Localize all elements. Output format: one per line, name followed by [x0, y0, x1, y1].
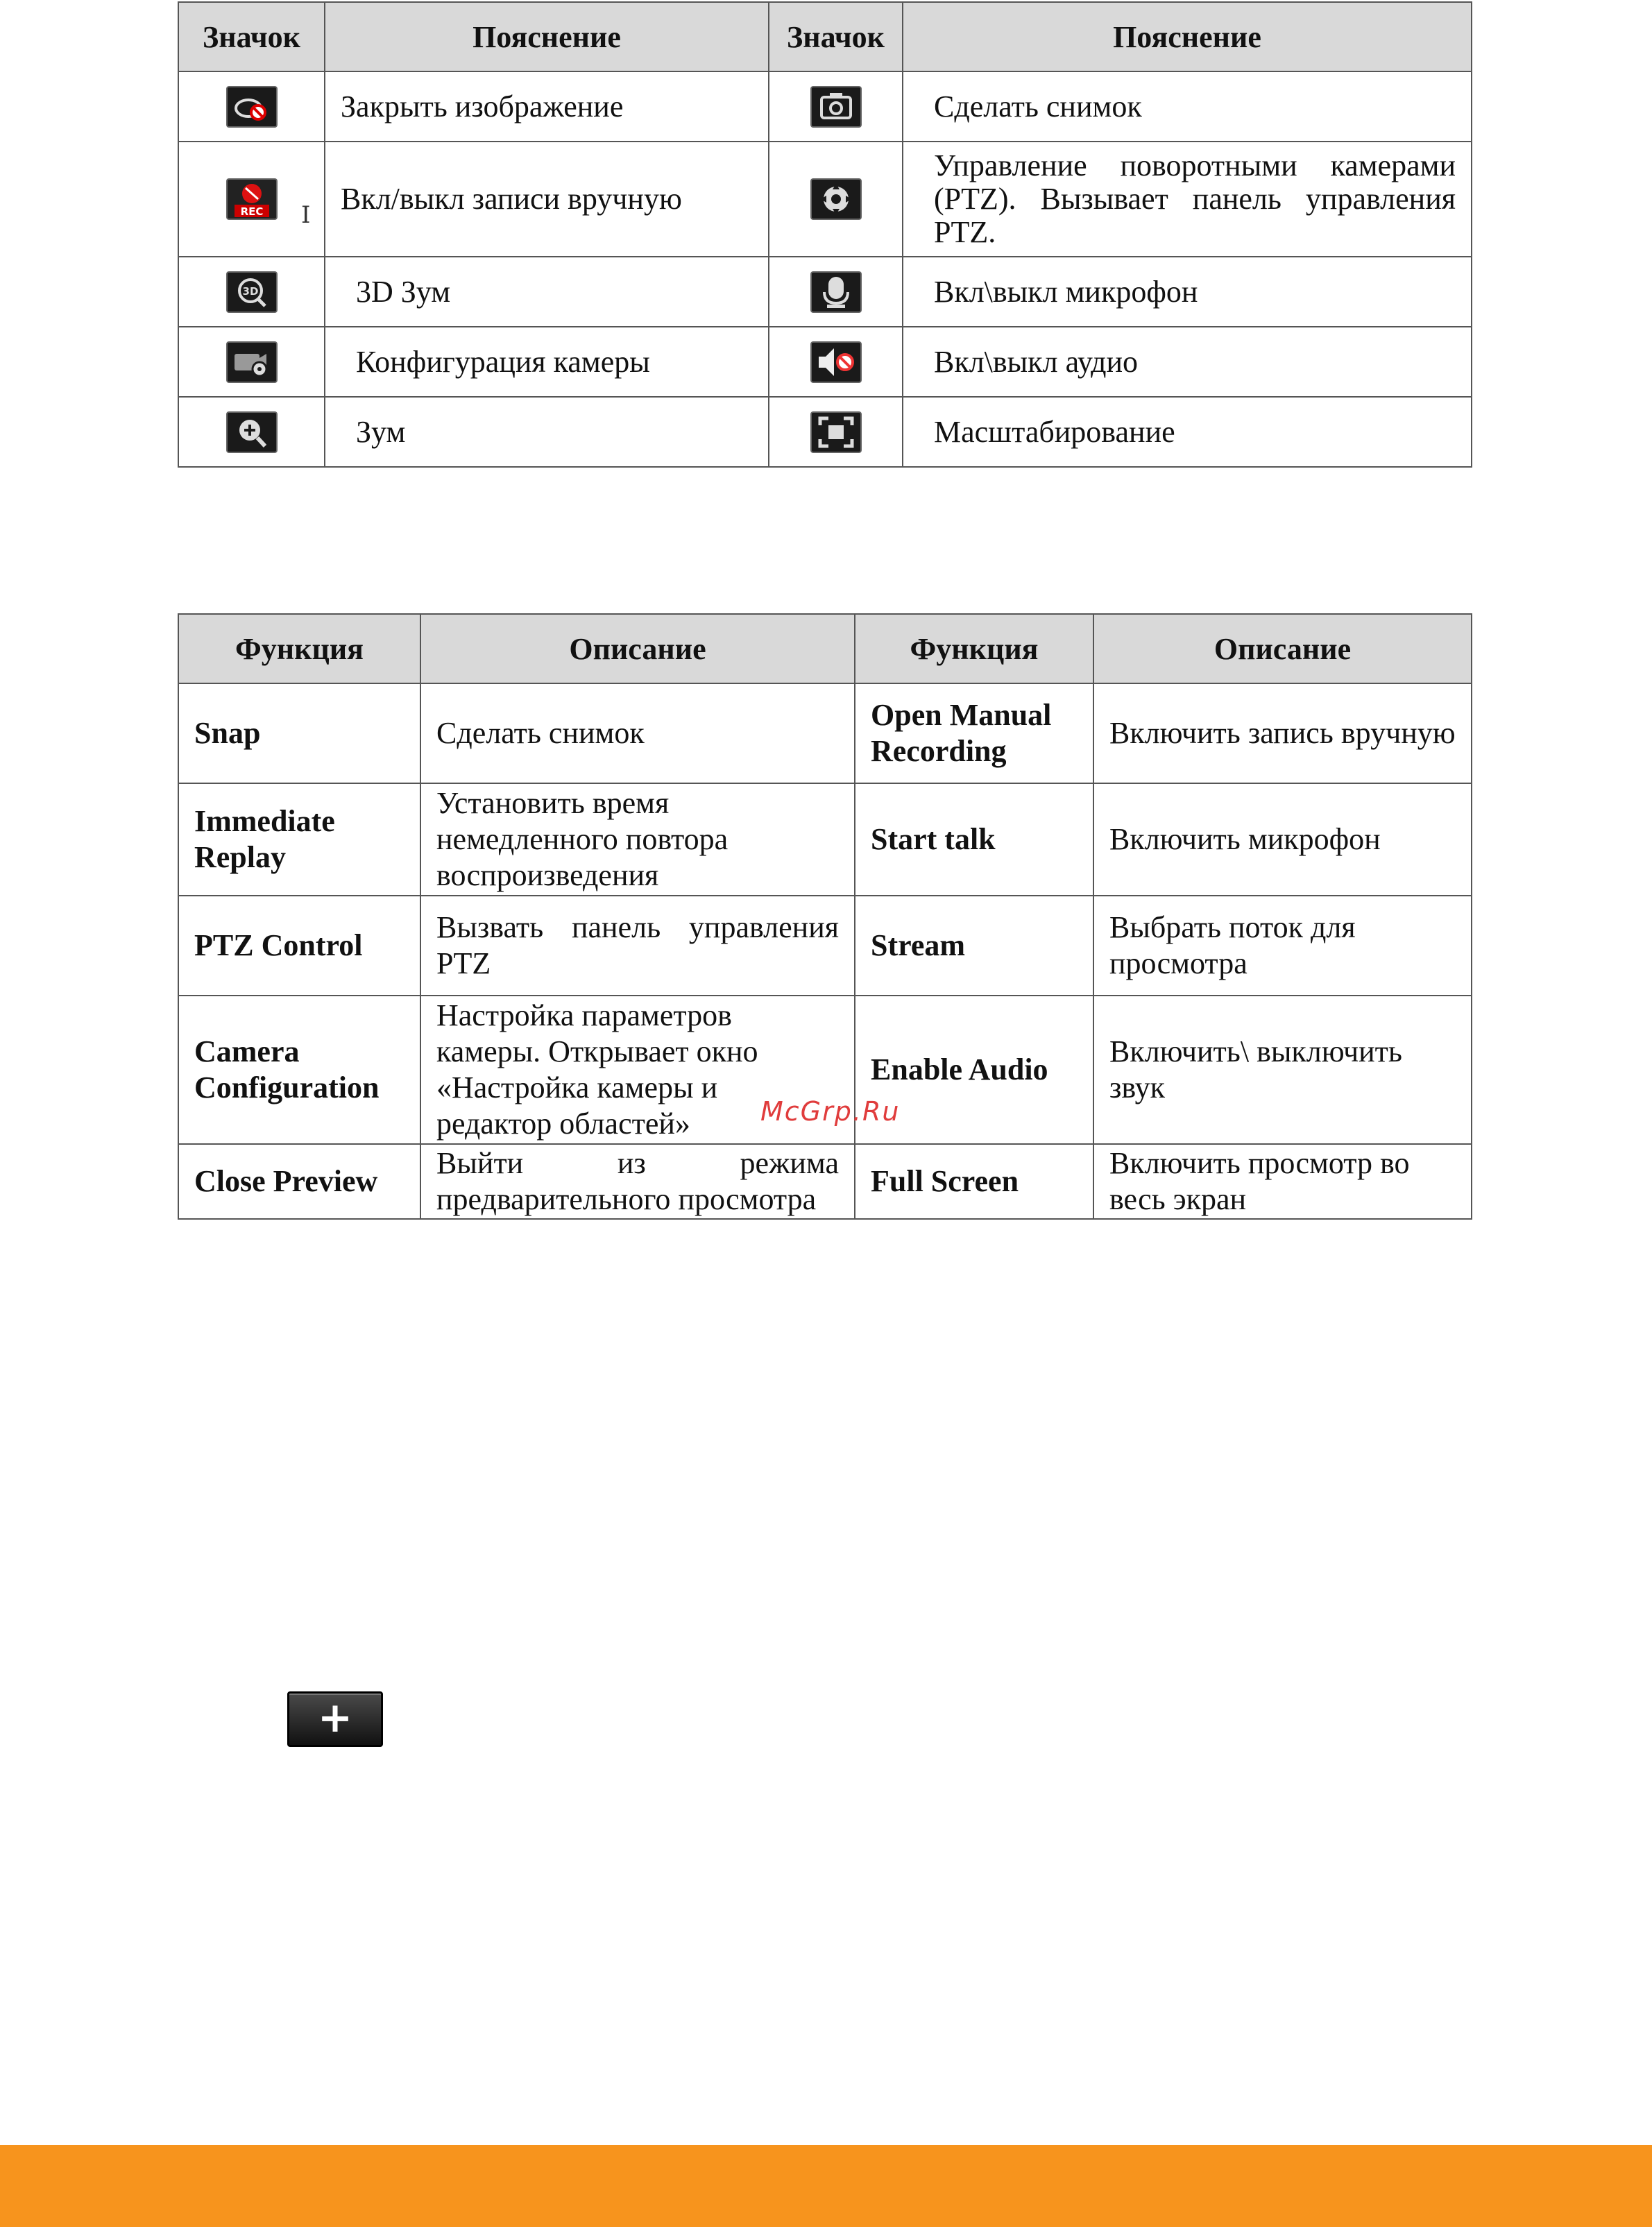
snapshot-icon [810, 86, 862, 128]
description-immediate-replay: Установить время немедленного повтора воспроизведения [420, 783, 855, 896]
record-icon [226, 178, 278, 220]
table-row [178, 257, 1472, 327]
description-camera-configuration: Настройка параметров камеры. Открывает окно «Настройка камеры и редактор областей» [420, 996, 855, 1144]
3d-zoom-label: 3D Зум [325, 257, 769, 327]
microphone-label: Вкл\выкл микрофон [903, 257, 1472, 327]
header-function-1: Функция [178, 614, 420, 683]
header-icon-2: Значок [769, 2, 903, 71]
header-explanation-2: Пояснение [903, 2, 1472, 71]
scale-label: Масштабирование [903, 397, 1472, 467]
description-start-talk: Включить микрофон [1093, 783, 1472, 896]
function-close-preview: Close Preview [178, 1144, 420, 1219]
3d-zoom-icon-label: 3D [242, 284, 258, 298]
function-open-manual-recording: Open Manual Recording [855, 683, 1093, 783]
close-image-label: Закрыть изображение [325, 71, 769, 142]
zoom-icon [226, 411, 278, 453]
function-ptz-control: PTZ Control [178, 896, 420, 996]
description-stream: Выбрать поток для просмотра [1093, 896, 1472, 996]
function-snap: Snap [178, 683, 420, 783]
ptz-icon [810, 178, 862, 220]
function-stream: Stream [855, 896, 1093, 996]
description-full-screen: Включить просмотр во весь экран [1093, 1144, 1472, 1219]
audio-icon [810, 341, 862, 383]
watermark: McGrp.Ru [760, 1096, 901, 1127]
function-immediate-replay: Immediate Replay [178, 783, 420, 896]
table-row [178, 142, 1472, 257]
icon-legend-table [178, 1, 1472, 468]
header-explanation-1: Пояснение [325, 2, 769, 71]
header-description-1: Описание [420, 614, 855, 683]
record-icon-label: REC [240, 205, 263, 218]
icon-table-header [178, 2, 1472, 71]
description-ptz-control: Вызвать панель управления PTZ [420, 896, 855, 996]
table-row [178, 397, 1472, 467]
add-button[interactable]: + [287, 1691, 383, 1747]
function-table [178, 613, 1472, 1220]
table-row [178, 783, 1472, 896]
close-image-icon [226, 86, 278, 128]
function-enable-audio: Enable Audio [855, 996, 1093, 1144]
table-row [178, 683, 1472, 783]
header-function-2: Функция [855, 614, 1093, 683]
header-icon-1: Значок [178, 2, 325, 71]
zoom-label: Зум [325, 397, 769, 467]
function-table-header [178, 614, 1472, 683]
function-camera-configuration: Camera Configuration [178, 996, 420, 1144]
table-row [178, 327, 1472, 397]
snapshot-label: Сделать снимок [903, 71, 1472, 142]
header-description-2: Описание [1093, 614, 1472, 683]
camera-config-icon [226, 341, 278, 383]
camera-config-label: Конфигурация камеры [325, 327, 769, 397]
function-full-screen: Full Screen [855, 1144, 1093, 1219]
table-row [178, 1144, 1472, 1219]
table-row [178, 71, 1472, 142]
scale-icon [810, 411, 862, 453]
microphone-icon [810, 271, 862, 313]
description-snap: Сделать снимок [420, 683, 855, 783]
manual-record-label: Вкл/выкл записи вручную [325, 142, 769, 257]
table-row [178, 896, 1472, 996]
description-close-preview: Выйти из режима предварительного просмотра [420, 1144, 855, 1219]
text-cursor-icon: I [301, 201, 311, 229]
description-enable-audio: Включить\ выключить звук [1093, 996, 1472, 1144]
audio-label: Вкл\выкл аудио [903, 327, 1472, 397]
ptz-label: Управление поворотными камерами (PTZ). Вызывает панель управления PTZ. [903, 142, 1472, 257]
footer-bar [0, 2145, 1652, 2227]
description-open-manual-recording: Включить запись вручную [1093, 683, 1472, 783]
3d-zoom-icon [226, 271, 278, 313]
function-start-talk: Start talk [855, 783, 1093, 896]
